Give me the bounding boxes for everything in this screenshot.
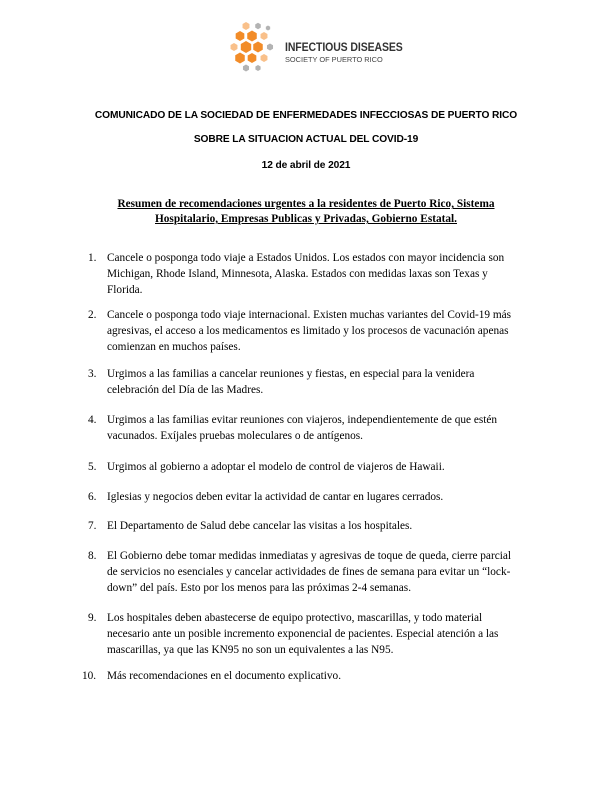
logo-hexagon bbox=[231, 43, 238, 51]
item-line: Michigan, Rhode Island, Minnesota, Alaska. Estados con medidas laxas son Texas y bbox=[107, 268, 488, 280]
item-line: Florida. bbox=[107, 284, 143, 296]
logo-hexagon bbox=[267, 44, 273, 51]
logo-hexagon bbox=[247, 31, 257, 42]
item-line: vacunados. Exíjales pruebas moleculares o de antígenos. bbox=[107, 430, 363, 442]
item-number: 6. bbox=[88, 491, 97, 503]
item-number: 4. bbox=[88, 414, 97, 426]
summary-line-2: Hospitalario, Empresas Publicas y Privadas, Gobierno Estatal. bbox=[155, 213, 457, 225]
document-subheading: SOBRE LA SITUACION ACTUAL DEL COVID-19 bbox=[193, 134, 419, 145]
item-number: 3. bbox=[88, 368, 97, 380]
logo-hexagon bbox=[248, 53, 257, 63]
item-line: Iglesias y negocios deben evitar la actividad de cantar en lugares cerrados. bbox=[107, 491, 444, 503]
logo-hexagon bbox=[243, 22, 250, 30]
society-logo bbox=[224, 20, 403, 72]
item-line: celebración del Día de las Madres. bbox=[107, 384, 264, 396]
item-line: mascarillas, ya que las KN95 no son un equivalentes a las N95. bbox=[107, 644, 394, 656]
item-line: Más recomendaciones en el documento explicativo. bbox=[107, 670, 342, 682]
item-line: El Gobierno debe tomar medidas inmediatas y agresivas de toque de queda, cierre parcial bbox=[107, 550, 512, 562]
logo-hexagon bbox=[236, 31, 245, 41]
logo-title: INFECTIOUS DISEASES bbox=[285, 41, 403, 55]
item-line: Urgimos a las familias a cancelar reuniones y fiestas, en especial para la venidera bbox=[107, 368, 475, 380]
logo-hexagon bbox=[255, 65, 260, 71]
logo-hexagon bbox=[235, 53, 245, 64]
item-number: 9. bbox=[88, 612, 97, 624]
item-number: 7. bbox=[88, 520, 97, 532]
item-line: down” del país. Esto por los menos para las próximas 2-4 semanas. bbox=[107, 582, 412, 594]
item-line: El Departamento de Salud debe cancelar las visitas a los hospitales. bbox=[107, 520, 413, 532]
logo-hexagon bbox=[253, 42, 263, 53]
logo-hexagon bbox=[261, 54, 268, 62]
item-line: Cancele o posponga todo viaje internacional. Existen muchas variantes del Covid-19 más bbox=[107, 309, 512, 321]
summary-heading bbox=[80, 197, 532, 227]
item-line: Urgimos al gobierno a adoptar el modelo de control de viajeros de Hawaii. bbox=[107, 461, 445, 473]
logo-hexagon bbox=[266, 26, 270, 31]
hexagon-cluster-icon bbox=[224, 20, 284, 72]
item-line: Los hospitales deben abastecerse de equipo protectivo, mascarillas, y todo material bbox=[107, 612, 483, 624]
logo-hexagon bbox=[261, 32, 268, 40]
summary-line-1: Resumen de recomendaciones urgentes a la residentes de Puerto Rico, Sistema bbox=[117, 198, 495, 210]
item-line: de servicios no esenciales y cancelar actividades de fines de semana para evitar un “lock- bbox=[107, 566, 511, 578]
item-number: 5. bbox=[88, 461, 97, 473]
document-date: 12 de abril de 2021 bbox=[261, 160, 351, 171]
item-number: 10. bbox=[82, 670, 97, 682]
logo-hexagon bbox=[255, 23, 261, 29]
item-line: necesario ante un posible incremento exponencial de pacientes. Especial atención a las bbox=[107, 628, 499, 640]
logo-hexagon bbox=[243, 65, 249, 72]
item-line: Cancele o posponga todo viaje a Estados Unidos. Los estados con mayor incidencia son bbox=[107, 252, 505, 264]
item-number: 1. bbox=[88, 252, 97, 264]
document-heading: COMUNICADO DE LA SOCIEDAD DE ENFERMEDADES INFECCIOSAS DE PUERTO RICO bbox=[94, 110, 518, 121]
logo-subtitle: SOCIETY OF PUERTO RICO bbox=[285, 55, 383, 64]
logo-hexagon bbox=[241, 41, 251, 53]
item-line: agresivas, el acceso a los medicamentos es limitado y los procesos de vacunación apenas bbox=[107, 325, 509, 337]
item-number: 8. bbox=[88, 550, 97, 562]
item-line: comienzan en muchos países. bbox=[107, 341, 241, 353]
item-line: Urgimos a las familias evitar reuniones con viajeros, independientemente de que estén bbox=[107, 414, 498, 426]
item-number: 2. bbox=[88, 309, 97, 321]
